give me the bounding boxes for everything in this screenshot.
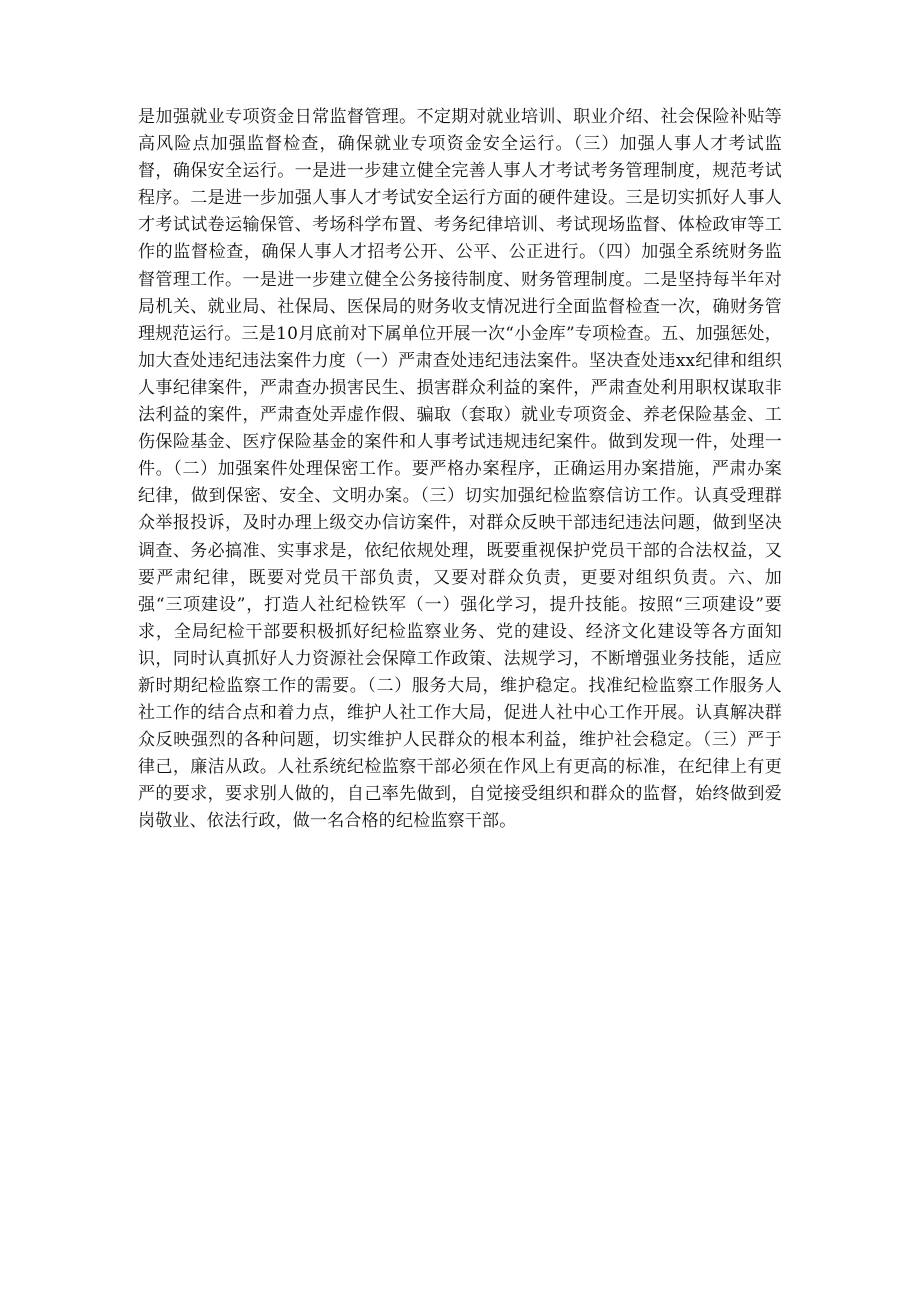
body-paragraph: 是加强就业专项资金日常监督管理。不定期对就业培训、职业介绍、社会保险补贴等高风险点加强监督检查，确保就业专项资金安全运行。（三）加强人事人才考试监督，确保安全运行。一是进一步建立健全完善人事人才考试考务管理制度，规范考试程序。二是进一步加强人事人才考试安全运行方面的硬件建设。三是切实抓好人事人才考试试卷运输保管、考场科学布置、考务纪律培训、考试现场监督、体检政审等工作的监督检查，确保人事人才招考公开、公平、公正进行。（四）加强全系统财务监督管理工作。一是进一步建立健全公务接待制度、财务管理制度。二是坚持每半年对局机关、就业局、社保局、医保局的财务收支情况进行全面监督检查一次，确财务管理规范运行。三是10月底前对下属单位开展一次“小金库”专项检查。五、加强惩处，加大查处违纪违法案件力度（一）严肃查处违纪违法案件。坚决查处违xx纪律和组织人事纪律案件，严肃查办损害民生、损害群众利益的案件，严肃查处利用职权谋取非法利益的案件，严肃查处弄虚作假、骗取（套取）就业专项资金、养老保险基金、工伤保险基金、医疗保险基金的案件和人事考试违规违纪案件。做到发现一件，处理一件。（二）加强案件处理保密工作。要严格办案程序，正确运用办案措施，严肃办案纪律，做到保密、安全、文明办案。（三）切实加强纪检监察信访工作。认真受理群众举报投诉，及时办理上级交办信访案件，对群众反映干部违纪违法问题，做到坚决调查、务必搞准、实事求是，依纪依规处理，既要重视保护党员干部的合法权益，又要严肃纪律，既要对党员干部负责，又要对群众负责，更要对组织负责。六、加强“三项建设”，打造人社纪检铁军（一）强化学习，提升技能。按照“三项建设”要求，全局纪检干部要积极抓好纪检监察业务、党的建设、经济文化建设等各方面知识，同时认真抓好人力资源社会保障工作政策、法规学习，不断增强业务技能，适应新时期纪检监察工作的需要。（二）服务大局，维护稳定。找准纪检监察工作服务人社工作的结合点和着力点，维护人社工作大局，促进人社中心工作开展。认真解决群众反映强烈的各种问题，切实维护人民群众的根本利益，维护社会稳定。（三）严于律己，廉洁从政。人社系统纪检监察干部必须在作风上有更高的标准，在纪律上有更严的要求，要求别人做的，自己率先做到，自觉接受组织和群众的监督，始终做到爱岗敬业、依法行政，做一名合格的纪检监察干部。 xyxy=(138,107,782,832)
